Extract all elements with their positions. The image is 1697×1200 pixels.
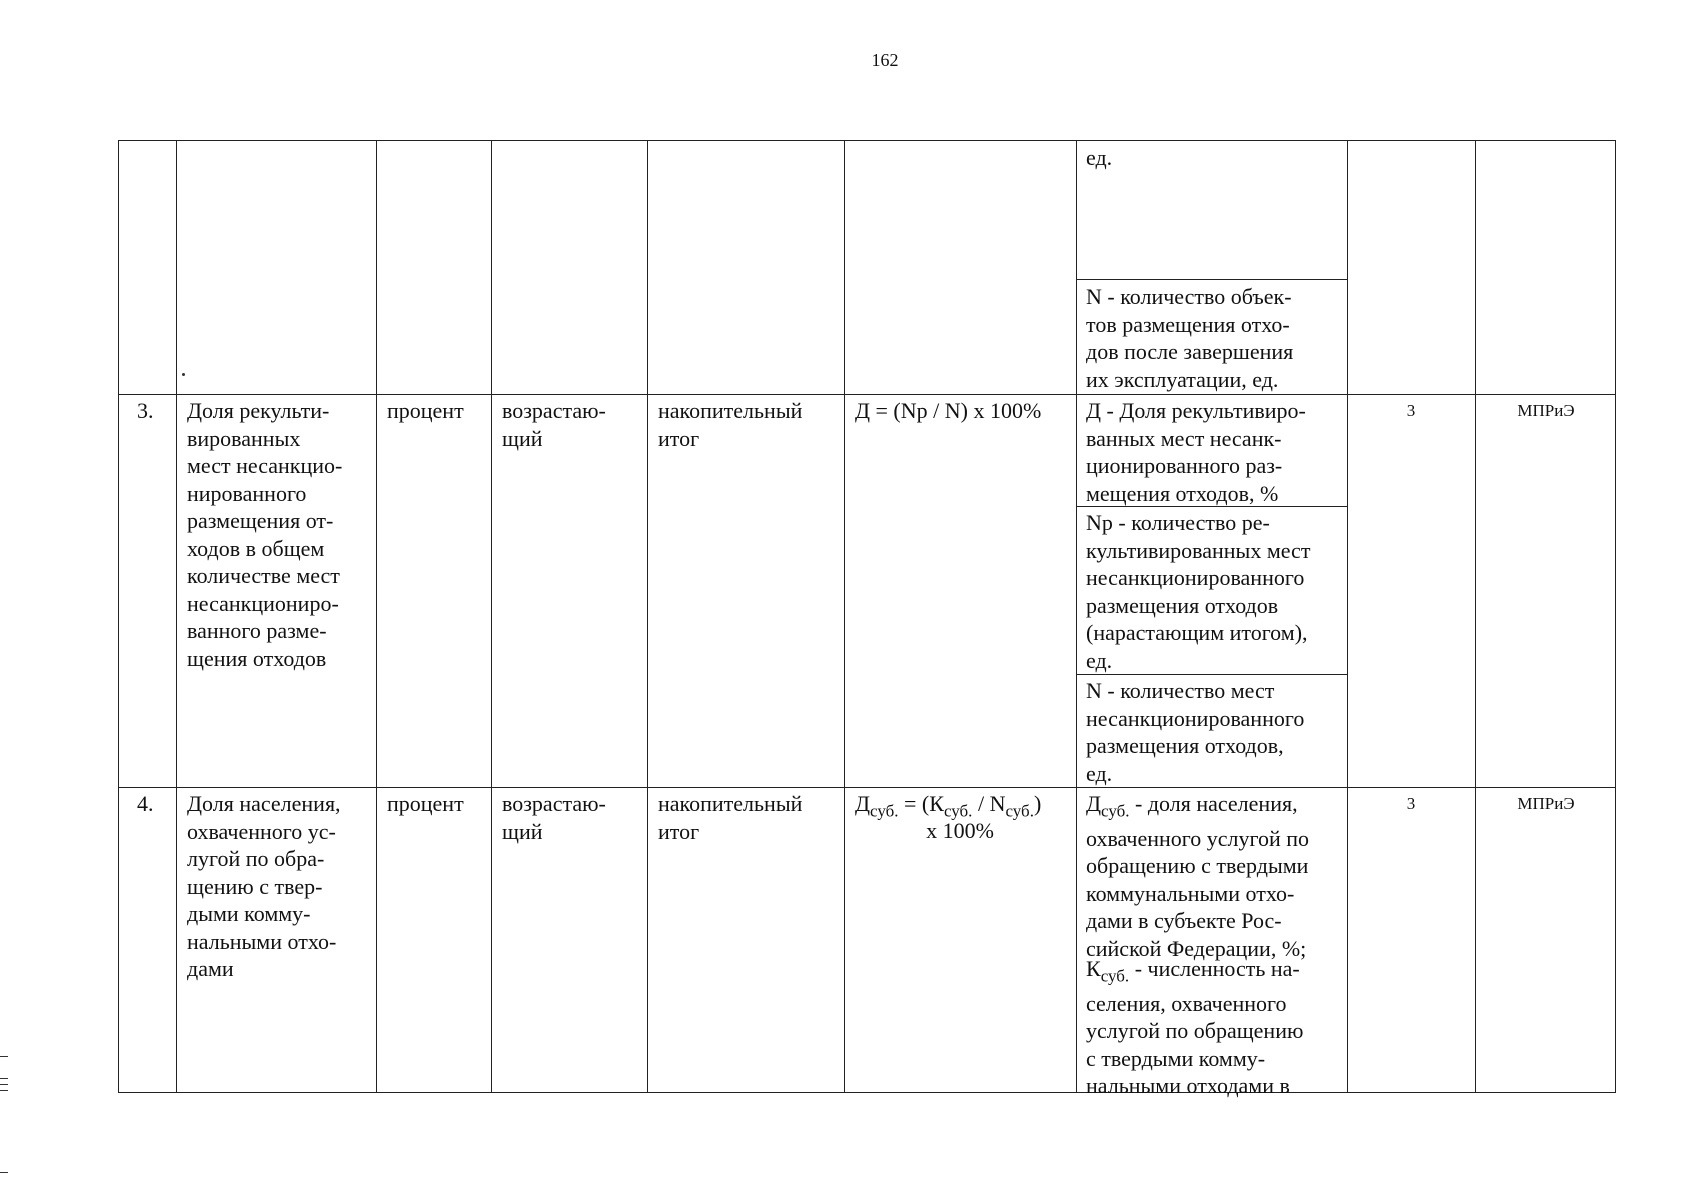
calculation-method: накопительный итог [658,791,803,844]
definition-k: $К_{суб.}$ - численность на- селения, охваченного услугой по обращению с твердыми комму- нальными отходами в [1086,956,1304,1099]
responsible-organization: МПРиЭ [1517,401,1575,420]
source-code: 3 [1406,794,1416,813]
calculation-method: накопительный итог [658,398,803,451]
formula: $Д_{суб.} = (К_{суб.} / N_{суб.})$ [855,791,1042,821]
definition-tail: ед. [1086,145,1113,170]
source-code: 3 [1406,401,1416,420]
row-number: 3. [137,398,154,423]
indicator-name: Доля населения, охваченного ус- лугой по обра- щению с твер- дыми комму- нальными отхо- дами [187,791,341,981]
margin-mark [0,1172,8,1173]
indicator-name: Доля рекульти- вированных мест несанкцио- нированного размещения от- ходов в общем количестве мест несанкциониро- ванного разме- щения отходов [187,398,343,671]
subcell-divider [1076,279,1347,280]
column-divider [176,141,177,1092]
margin-mark [0,1056,8,1057]
dot-mark [182,373,185,376]
page-number: 162 [871,50,899,70]
definition-n: N - количество мест несанкционированного размещения отходов, ед. [1086,678,1305,786]
definition-d: Д - Доля рекультивиро- ванных мест несанк- ционированного раз- мещения отходов, % [1086,398,1306,506]
formula-multiplier: x 100% [926,818,994,843]
column-divider [1475,141,1476,1092]
margin-mark [0,1078,8,1079]
formula: Д = (Np / N) x 100% [855,398,1042,423]
column-divider [1347,141,1348,1092]
indicator-trend: возрастаю- щий [502,791,606,844]
definition-n-facilities: N - количество объек- тов размещения отхо- дов после завершения их эксплуатации, ед. [1086,284,1294,392]
margin-mark [0,1090,8,1091]
indicator-trend: возрастаю- щий [502,398,606,451]
subcell-divider [1076,674,1347,675]
margin-mark [0,1084,8,1085]
definition-d: $Д_{суб.}$ - доля населения, охваченного услугой по обращению с твердыми коммунальными отхо- дами в субъекте Рос- сийской Федерации, %; [1086,791,1310,961]
column-divider [1076,141,1077,1092]
unit-of-measure: процент [387,398,464,423]
column-divider [376,141,377,1092]
column-divider [844,141,845,1092]
row-divider [119,394,1615,395]
definition-np: Np - количество ре- культивированных мест несанкционированного размещения отходов (нарастающим итогом), ед. [1086,510,1311,673]
responsible-organization: МПРиЭ [1517,794,1575,813]
unit-of-measure: процент [387,791,464,816]
row-divider [119,787,1615,788]
column-divider [647,141,648,1092]
column-divider [491,141,492,1092]
row-number: 4. [137,791,154,816]
indicator-table [118,140,1616,1099]
